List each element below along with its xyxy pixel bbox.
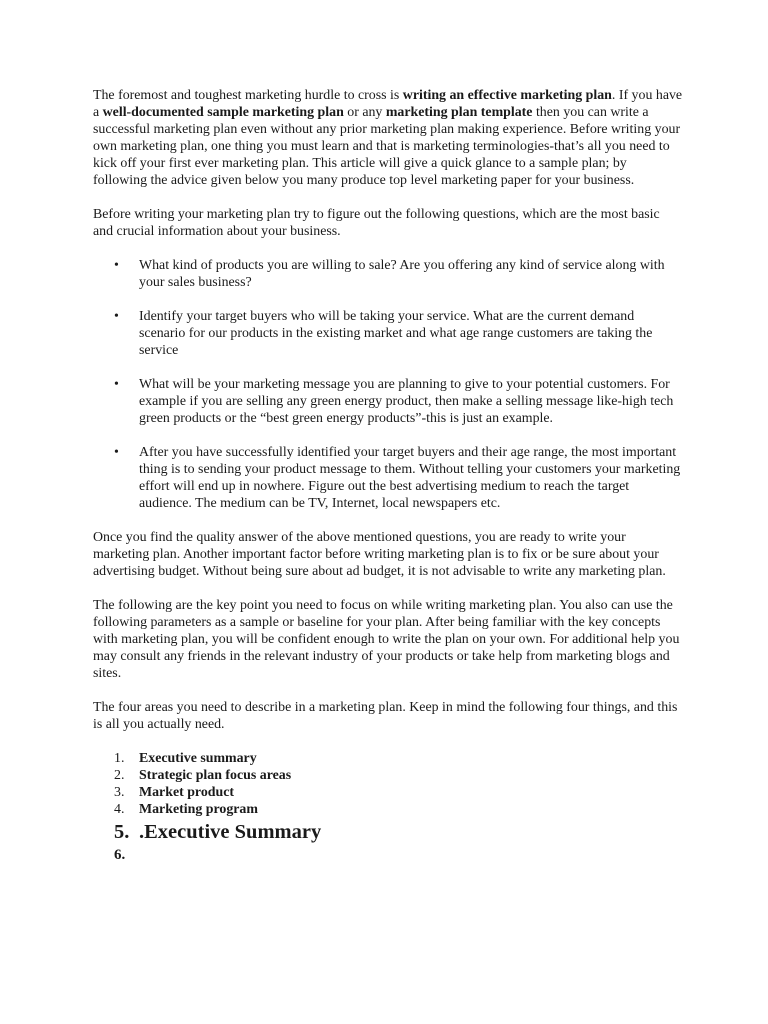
list-item — [93, 257, 683, 291]
bullet-icon: • — [114, 309, 119, 324]
list-item — [93, 376, 683, 427]
intro-text-2: . If you have a — [93, 88, 683, 120]
bullet-icon: • — [114, 258, 119, 273]
item-number: 4. — [114, 802, 125, 817]
questions-bullet-list — [93, 257, 683, 512]
item-text: Executive summary — [139, 751, 257, 766]
list-item — [93, 308, 683, 359]
item-number: 6. — [114, 847, 126, 863]
item-number: 5. — [114, 821, 130, 843]
key-points-paragraph: The following are the key point you need to focus on while writing marketing plan. You also can use the following parameters as a sample or baseline for your plan. After being familiar with the key concepts with marketing plan, you will be confident enough to write the plan on your own. For additional help you may consult any friends in the relevant industry of your products or take help from marketing blogs and sites. — [93, 598, 680, 681]
item-text: .Executive Summary — [139, 821, 322, 843]
list-item-text: Identify your target buyers who will be taking your service. What are the current demand scenario for our products in the existing market and what age range customers are taking the service — [139, 309, 653, 358]
intro-bold-plan-template: marketing plan template — [385, 105, 533, 120]
item-number: 2. — [114, 768, 125, 783]
intro-text-4: then you can write a successful marketing plan even without any prior marketing plan making experience. Before writing your own marketing plan, one thing you must learn and that is marketing terminologies-that’s all you need to kick off your first ever marketing plan. This article will give a quick glance to a sample plan; by following the advice given below you many produce top level marketing paper for your business. — [93, 105, 681, 188]
intro-bold-effective-plan: writing an effective marketing plan — [402, 88, 612, 103]
document-page — [93, 87, 683, 863]
intro-text-1: The foremost and toughest marketing hurdle to cross is — [93, 88, 403, 103]
item-text: Strategic plan focus areas — [139, 768, 292, 783]
list-item — [93, 444, 683, 512]
numbered-item — [93, 801, 683, 818]
executive-summary-heading — [93, 819, 683, 846]
item-number: 1. — [114, 751, 125, 766]
four-areas-paragraph: The four areas you need to describe in a marketing plan. Keep in mind the following four things, and this is all you actually need. — [93, 700, 678, 732]
numbered-item — [93, 750, 683, 767]
list-item-text: After you have successfully identified your target buyers and their age range, the most important thing is to sending your product message to them. Without telling your customers your marketing effort will end up in nowhere. Figure out the best advertising medium to reach the target audience. The medium can be TV, Internet, local newspapers etc. — [139, 445, 681, 511]
intro-paragraph — [93, 87, 683, 189]
bullet-icon: • — [114, 377, 119, 392]
item-number: 3. — [114, 785, 125, 800]
numbered-item — [93, 784, 683, 801]
four-areas-numbered-list — [93, 750, 683, 863]
list-item-text: What will be your marketing message you are planning to give to your potential customers. For example if you are selling any green energy product, then make a selling message like-high tech green products or the “best green energy products”-this is just an example. — [139, 377, 674, 426]
intro-bold-sample-plan: well-documented sample marketing plan — [102, 105, 344, 120]
item-text: Marketing program — [139, 802, 258, 817]
intro-text-3: or any — [343, 105, 386, 120]
bullet-icon: • — [114, 445, 119, 460]
list-item-text: What kind of products you are willing to sale? Are you offering any kind of service along with your sales business? — [139, 258, 665, 290]
after-questions-paragraph: Once you find the quality answer of the above mentioned questions, you are ready to write your marketing plan. Another important factor before writing marketing plan is to fix or be sure about your advertising budget. Without being sure about ad budget, it is not advisable to write any marketing plan. — [93, 530, 666, 579]
numbered-item — [93, 767, 683, 784]
item-text: Market product — [139, 785, 235, 800]
questions-intro-paragraph: Before writing your marketing plan try to figure out the following questions, which are the most basic and crucial information about your business. — [93, 207, 660, 239]
